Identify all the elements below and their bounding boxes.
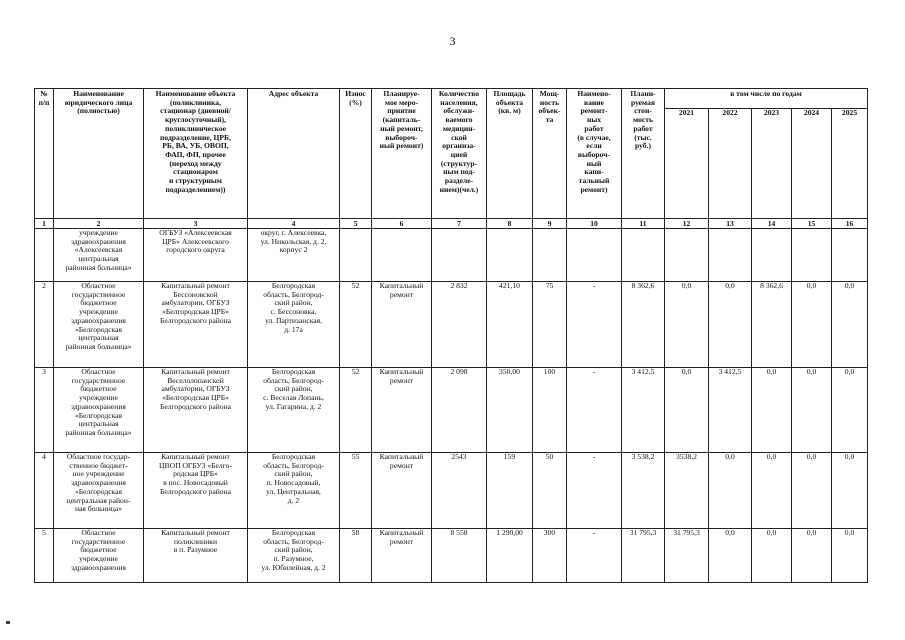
row-entity: Областное государ- ственное бюджет- ное учреждение здравоохранения «Белгородская центральная район- ная больница» (54, 453, 144, 529)
row-2021: 3538,2 (665, 453, 709, 529)
row-population: 2 832 (432, 282, 487, 368)
column-number: 3 (144, 219, 248, 229)
column-number: 16 (832, 219, 868, 229)
row-entity: Областное государственное бюджетное учреждение здравоохранения «Белгородская центральная районная больница» (54, 282, 144, 368)
header-year-2025: 2025 (832, 109, 868, 219)
row-object: ОГБУЗ «Алексеевская ЦРБ» Алексеевского городского округа (144, 229, 248, 282)
row-capacity: 300 (533, 529, 567, 583)
row-cost: 31 795,3 (622, 529, 665, 583)
table-row (35, 229, 868, 282)
row-2025 (832, 229, 868, 282)
row-works: - (567, 529, 622, 583)
row-wear: 52 (340, 282, 372, 368)
row-entity: Областное государственное бюджетное учреждение здравоохранения (54, 529, 144, 583)
header-area: Площадь объекта (кв. м) (487, 89, 533, 219)
row-cost: 3 412,5 (622, 368, 665, 453)
header-wear: Износ (%) (340, 89, 372, 219)
column-number: 1 (35, 219, 54, 229)
row-wear: 58 (340, 529, 372, 583)
row-2023: 0,0 (752, 453, 792, 529)
column-number: 14 (752, 219, 792, 229)
row-works: - (567, 453, 622, 529)
row-cost: 8 362,6 (622, 282, 665, 368)
row-num: 5 (35, 529, 54, 583)
header-cost: Плани- руемая стои- мость работ (тыс. руб.) (622, 89, 665, 219)
table-row (35, 282, 868, 368)
row-event: Капитальный ремонт (372, 368, 432, 453)
row-2024: 0,0 (792, 368, 832, 453)
row-2024: 0,0 (792, 529, 832, 583)
row-works: - (567, 282, 622, 368)
row-population: 2543 (432, 453, 487, 529)
row-event: Капитальный ремонт (372, 529, 432, 583)
row-capacity: 100 (533, 368, 567, 453)
header-address: Адрес объекта (248, 89, 340, 219)
header-population: Количество населения, обслужи- ваемого медицин- ской организа- цией (структур- ным под- разделе- нием)(чел.) (432, 89, 487, 219)
column-number: 11 (622, 219, 665, 229)
header-years-title: в том числе по годам (665, 89, 868, 109)
row-2025: 0,0 (832, 453, 868, 529)
table-row (35, 453, 868, 529)
header-year-2023: 2023 (752, 109, 792, 219)
row-event: Капитальный ремонт (372, 282, 432, 368)
row-2022: 0,0 (709, 282, 752, 368)
row-2023: 8 362,6 (752, 282, 792, 368)
header-object: Наименование объекта (поликлиника, стационар (дневной/ круглосуточный), поликлиническое подразделение, ЦРБ, РБ, ВА, УБ, ОВОП, ФАП, ФП, прочее (переход между стационаром и структурным подразделением)) (144, 89, 248, 219)
row-entity: Областное государственное бюджетное учреждение здравоохранения «Белгородская центральная районная больница» (54, 368, 144, 453)
row-event (372, 229, 432, 282)
row-2024: 0,0 (792, 282, 832, 368)
row-cost: 3 538,2 (622, 453, 665, 529)
header-event: Планируе- мое меро- приятие (капиталь- ный ремонт, выбороч- ный ремонт) (372, 89, 432, 219)
header-entity: Наименование юридического лица (полностью) (54, 89, 144, 219)
row-num: 2 (35, 282, 54, 368)
row-area: 421,10 (487, 282, 533, 368)
scan-speck (6, 621, 10, 624)
row-address: Белгородская область, Белгород- ский район, с. Веселая Лопань, ул. Гагарина, д. 2 (248, 368, 340, 453)
header-works: Наимено- вание ремонт- ных работ (в случае, если выбороч- ный капи- тальный ремонт) (567, 89, 622, 219)
row-2023 (752, 229, 792, 282)
column-number: 7 (432, 219, 487, 229)
row-address: Белгородская область, Белгород- ский район, с. Бессоновка, ул. Партизанская, д. 17а (248, 282, 340, 368)
row-2024: 0,0 (792, 453, 832, 529)
row-population (432, 229, 487, 282)
table-row (35, 529, 868, 583)
row-2021: 0,0 (665, 368, 709, 453)
column-number: 12 (665, 219, 709, 229)
page-number: 3 (449, 34, 456, 48)
repair-plan-table (34, 88, 868, 583)
row-area: 350,00 (487, 368, 533, 453)
column-number: 9 (533, 219, 567, 229)
row-2025: 0,0 (832, 529, 868, 583)
header-capacity: Мощ- ность объек- та (533, 89, 567, 219)
row-object: Капитальный ремонт Бессоновской амбулатории, ОГБУЗ «Белгородская ЦРБ» Белгородского района (144, 282, 248, 368)
row-population: 2 098 (432, 368, 487, 453)
column-number-row (35, 219, 868, 229)
row-2022: 0,0 (709, 453, 752, 529)
row-address: Белгородская область, Белгород- ский район, п. Разумное, ул. Юбилейная, д. 2 (248, 529, 340, 583)
row-2021: 31 795,3 (665, 529, 709, 583)
row-works (567, 229, 622, 282)
row-capacity: 75 (533, 282, 567, 368)
row-2022 (709, 229, 752, 282)
row-cost (622, 229, 665, 282)
column-number: 10 (567, 219, 622, 229)
row-capacity (533, 229, 567, 282)
header-year-2024: 2024 (792, 109, 832, 219)
row-2022: 3 412,5 (709, 368, 752, 453)
column-number: 2 (54, 219, 144, 229)
column-number: 4 (248, 219, 340, 229)
row-area (487, 229, 533, 282)
row-2024 (792, 229, 832, 282)
row-works: - (567, 368, 622, 453)
row-object: Капитальный ремонт ЦВОП ОГБУЗ «Белго- родская ЦРБ» в пос. Новосадовый Белгородского района (144, 453, 248, 529)
column-number: 6 (372, 219, 432, 229)
row-address: округ, г. Алексеевка, ул. Никольская, д. 2, корпус 2 (248, 229, 340, 282)
table-row (35, 368, 868, 453)
row-2025: 0,0 (832, 368, 868, 453)
row-wear (340, 229, 372, 282)
column-number: 15 (792, 219, 832, 229)
header-year-2021: 2021 (665, 109, 709, 219)
row-address: Белгородская область, Белгород- ский район, п. Новосадовый, ул. Центральная, д. 2 (248, 453, 340, 529)
row-num: 3 (35, 368, 54, 453)
row-wear: 55 (340, 453, 372, 529)
row-num: 4 (35, 453, 54, 529)
row-2025: 0,0 (832, 282, 868, 368)
row-2021: 0,0 (665, 282, 709, 368)
row-2021 (665, 229, 709, 282)
row-entity: учреждение здравоохранения «Алексеевская центральная районная больница» (54, 229, 144, 282)
row-area: 1 290,00 (487, 529, 533, 583)
row-object: Капитальный ремонт поликлиники в п. Разумное (144, 529, 248, 583)
row-2023: 0,0 (752, 368, 792, 453)
header-num: № п/п (35, 89, 54, 219)
column-number: 8 (487, 219, 533, 229)
row-event: Капитальный ремонт (372, 453, 432, 529)
row-area: 159 (487, 453, 533, 529)
column-number: 5 (340, 219, 372, 229)
row-wear: 52 (340, 368, 372, 453)
row-object: Капитальный ремонт Веселолопанской амбулатории, ОГБУЗ «Белгородская ЦРБ» Белгородского района (144, 368, 248, 453)
column-number: 13 (709, 219, 752, 229)
header-year-2022: 2022 (709, 109, 752, 219)
row-capacity: 50 (533, 453, 567, 529)
row-population: 8 558 (432, 529, 487, 583)
row-2023: 0,0 (752, 529, 792, 583)
row-2022: 0,0 (709, 529, 752, 583)
row-num (35, 229, 54, 282)
